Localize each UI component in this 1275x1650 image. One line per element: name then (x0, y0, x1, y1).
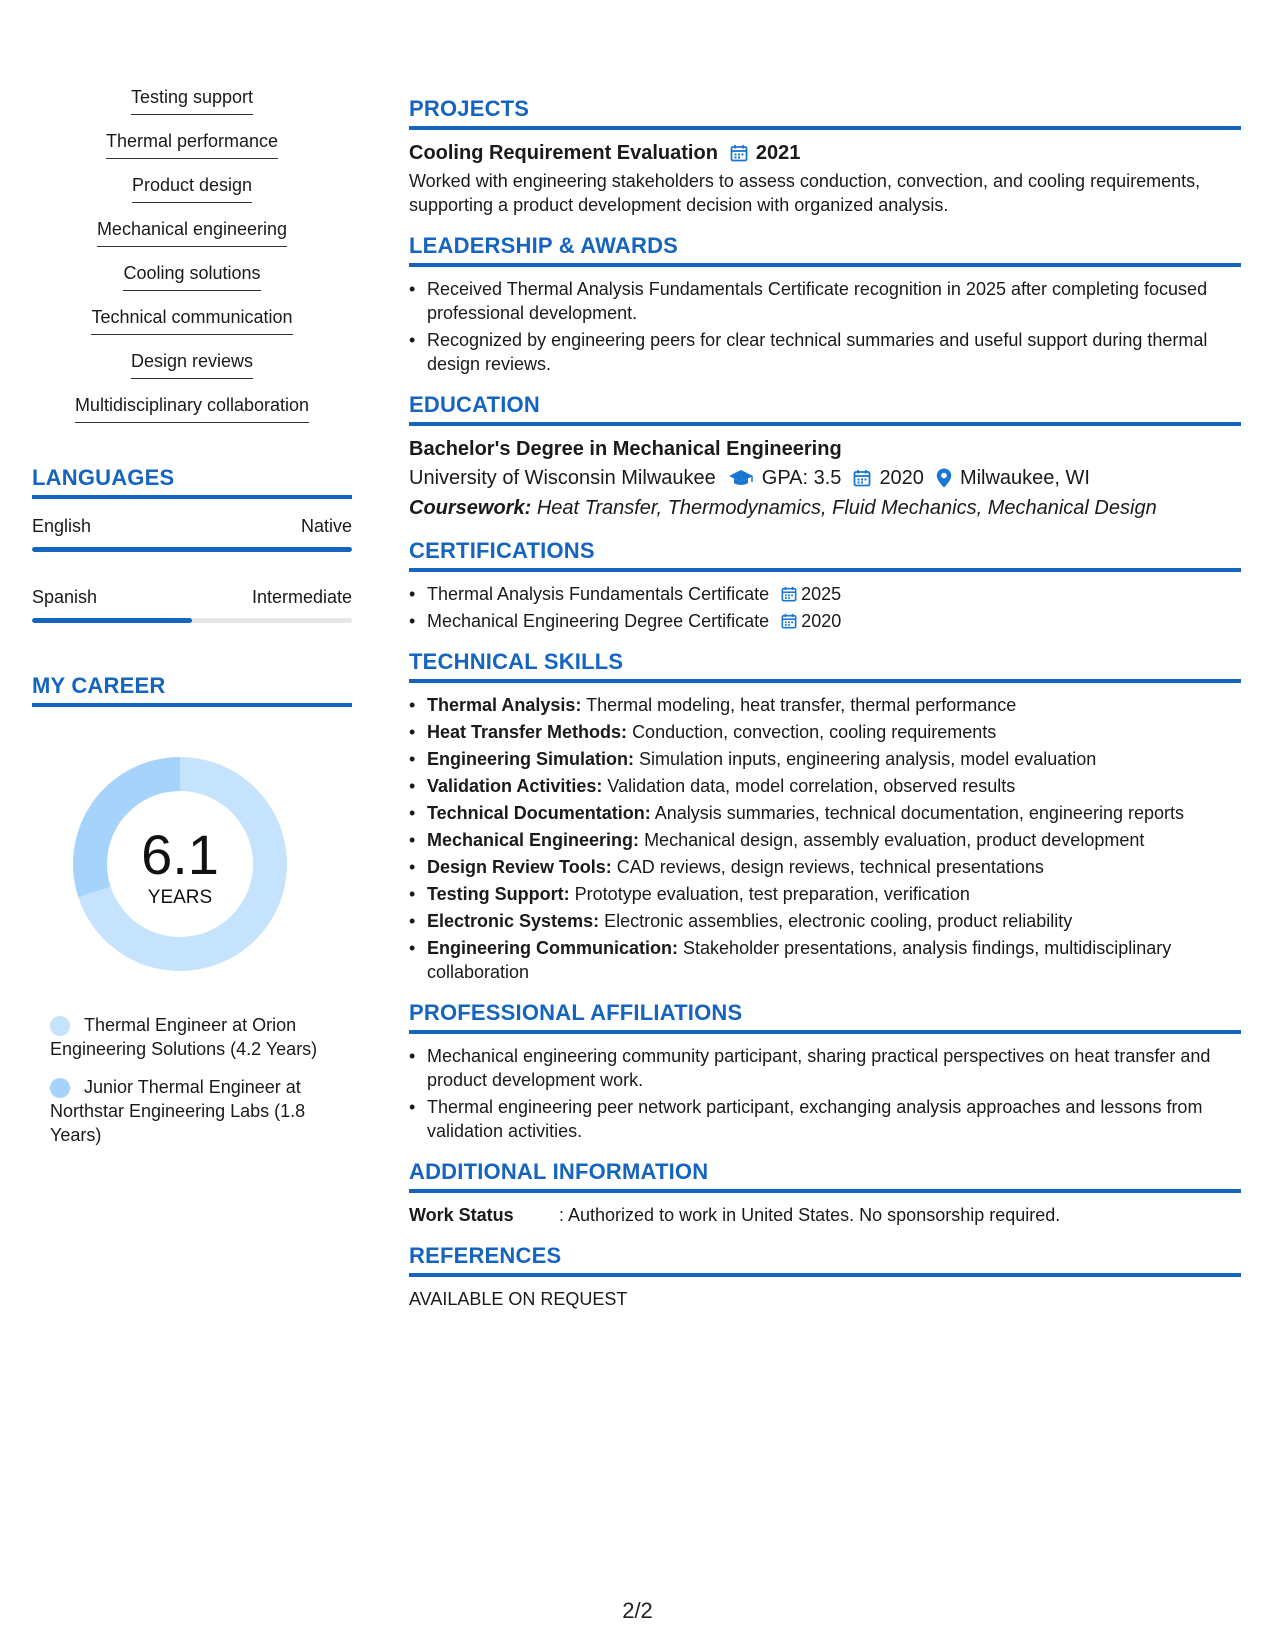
sidebar (32, 86, 352, 1161)
technical-skill-item (409, 801, 1241, 825)
skill-label: Technical Documentation: (427, 803, 651, 823)
education-title: EDUCATION (409, 392, 1241, 426)
location-pin-icon (936, 468, 952, 488)
skill-tag: Cooling solutions (123, 262, 260, 291)
technical-skill-item (409, 882, 1241, 906)
language-bar-fill (32, 618, 192, 623)
education-section (409, 392, 1241, 522)
project-year: 2021 (755, 142, 801, 164)
language-level: Native (300, 516, 352, 536)
language-bar-fill (32, 547, 352, 552)
career-dot (50, 1016, 70, 1036)
certification-name: • Thermal Analysis Fundamentals Certificate (427, 584, 770, 604)
skill-text: CAD reviews, design reviews, technical presentations (616, 857, 1044, 877)
technical-skills-title: TECHNICAL SKILLS (409, 649, 1241, 683)
skill-text: Thermal modeling, heat transfer, thermal performance (586, 695, 1017, 715)
skill-item (32, 130, 352, 159)
language-name: English (32, 516, 92, 536)
affiliation-item: • Thermal engineering peer network participant, exchanging analysis approaches and lessons from validation activities. (409, 1095, 1241, 1143)
certification-year: 2025 (801, 584, 842, 604)
career-dot (50, 1078, 70, 1098)
skill-tag: Product design (132, 174, 252, 203)
technical-skill-item (409, 774, 1241, 798)
main-content (409, 96, 1241, 1327)
skill-label: Engineering Simulation: (427, 749, 635, 769)
languages-title: LANGUAGES (32, 465, 352, 499)
project-name: Cooling Requirement Evaluation (409, 142, 718, 164)
education-school: University of Wisconsin Milwaukee (409, 467, 716, 489)
references-section (409, 1243, 1241, 1311)
skill-item (32, 394, 352, 423)
skill-text: Mechanical design, assembly evaluation, product development (644, 830, 1145, 850)
skill-label: Mechanical Engineering: (427, 830, 640, 850)
skill-label: Validation Activities: (427, 776, 603, 796)
education-details (409, 464, 1241, 492)
projects-title: PROJECTS (409, 96, 1241, 130)
references-text: AVAILABLE ON REQUEST (409, 1289, 628, 1309)
language-name: Spanish (32, 587, 98, 607)
languages-section (32, 465, 352, 623)
additional-title: ADDITIONAL INFORMATION (409, 1159, 1241, 1193)
education-degree: Bachelor's Degree in Mechanical Engineering (409, 438, 842, 460)
technical-skill-item (409, 693, 1241, 717)
career-section (32, 673, 352, 1147)
affiliations-section (409, 1000, 1241, 1143)
technical-skills-section (409, 649, 1241, 984)
work-status-label: Work Status (409, 1205, 514, 1225)
skill-item (32, 262, 352, 291)
education-coursework (409, 494, 1241, 522)
leadership-item: • Received Thermal Analysis Fundamentals Certificate recognition in 2025 after completing focused professional development. (409, 277, 1241, 325)
career-unit: YEARS (147, 887, 213, 908)
project-header (409, 140, 1241, 166)
calendar-icon (781, 613, 797, 629)
career-total: 6.1 (141, 823, 219, 886)
career-donut (67, 751, 293, 977)
skill-tag: Multidisciplinary collaboration (75, 394, 309, 423)
skill-label: Heat Transfer Methods: (427, 722, 628, 742)
education-gpa: GPA: 3.5 (761, 467, 842, 489)
certification-year: 2020 (801, 611, 842, 631)
career-title: MY CAREER (32, 673, 352, 707)
career-list (50, 1013, 330, 1147)
technical-skill-item (409, 720, 1241, 744)
language-bar (32, 618, 352, 623)
skill-label: Engineering Communication: (427, 938, 679, 958)
affiliations-title: PROFESSIONAL AFFILIATIONS (409, 1000, 1241, 1034)
skill-text: Stakeholder presentations, analysis findings, multidisciplinary collaboration (427, 938, 1172, 982)
skill-item (32, 86, 352, 115)
language-spanish (32, 586, 352, 623)
calendar-icon (781, 586, 797, 602)
leadership-title: LEADERSHIP & AWARDS (409, 233, 1241, 267)
leadership-item: • Recognized by engineering peers for clear technical summaries and useful support during thermal design reviews. (409, 328, 1241, 376)
skill-item (32, 218, 352, 247)
skill-tag: Technical communication (91, 306, 292, 335)
certification-item (409, 582, 1241, 606)
skill-label: Design Review Tools: (427, 857, 612, 877)
coursework-label: Coursework: (409, 497, 532, 519)
language-level: Intermediate (251, 587, 352, 607)
certifications-list (409, 582, 1241, 633)
leadership-section (409, 233, 1241, 376)
skill-label: Thermal Analysis: (427, 695, 582, 715)
technical-skill-item (409, 909, 1241, 933)
career-item (50, 1075, 330, 1147)
project-description: Worked with engineering stakeholders to assess conduction, convection, and cooling requirements, supporting a product development decision with organized analysis. (409, 171, 1201, 215)
skill-tag: Testing support (131, 86, 253, 115)
affiliations-list (409, 1044, 1241, 1143)
skill-text: Electronic assemblies, electronic cooling, product reliability (604, 911, 1073, 931)
references-title: REFERENCES (409, 1243, 1241, 1277)
skill-text: Analysis summaries, technical documentation, engineering reports (654, 803, 1184, 823)
skill-text: Simulation inputs, engineering analysis, model evaluation (639, 749, 1097, 769)
skill-label: Testing Support: (427, 884, 570, 904)
skill-item (32, 350, 352, 379)
technical-skill-item (409, 855, 1241, 879)
skill-label: Electronic Systems: (427, 911, 600, 931)
career-item (50, 1013, 330, 1061)
skill-tag: Design reviews (131, 350, 253, 379)
career-item-text: Thermal Engineer at Orion Engineering Solutions (4.2 Years) (50, 1015, 318, 1059)
graduation-cap-icon (728, 468, 754, 488)
skill-item (32, 306, 352, 335)
coursework-value: Heat Transfer, Thermodynamics, Fluid Mechanics, Mechanical Design (536, 497, 1157, 519)
language-bar (32, 547, 352, 552)
additional-section (409, 1159, 1241, 1227)
skill-text: Conduction, convection, cooling requirements (632, 722, 997, 742)
calendar-icon (730, 144, 748, 162)
skill-text: Prototype evaluation, test preparation, verification (574, 884, 970, 904)
technical-skill-item (409, 828, 1241, 852)
affiliation-item: • Mechanical engineering community participant, sharing practical perspectives on heat transfer and product development work. (409, 1044, 1241, 1092)
certifications-title: CERTIFICATIONS (409, 538, 1241, 572)
leadership-list (409, 277, 1241, 376)
technical-skills-list (409, 693, 1241, 984)
certification-item (409, 609, 1241, 633)
calendar-icon (853, 469, 871, 487)
technical-skill-item (409, 747, 1241, 771)
skill-item (32, 174, 352, 203)
career-item-text: Junior Thermal Engineer at Northstar Engineering Labs (1.8 Years) (50, 1077, 306, 1145)
work-status-row (409, 1203, 1241, 1227)
education-year: 2020 (879, 467, 924, 489)
work-status-value: : Authorized to work in United States. No sponsorship required. (559, 1205, 1061, 1225)
technical-skill-item (409, 936, 1241, 984)
projects-section (409, 96, 1241, 217)
page-number: 2/2 (622, 1598, 653, 1623)
certifications-section (409, 538, 1241, 633)
skill-text: Validation data, model correlation, observed results (607, 776, 1016, 796)
education-location: Milwaukee, WI (959, 467, 1090, 489)
skill-tag: Thermal performance (106, 130, 278, 159)
language-english (32, 515, 352, 552)
certification-name: • Mechanical Engineering Degree Certificate (427, 611, 770, 631)
skill-tag: Mechanical engineering (97, 218, 287, 247)
skills-list (32, 86, 352, 423)
